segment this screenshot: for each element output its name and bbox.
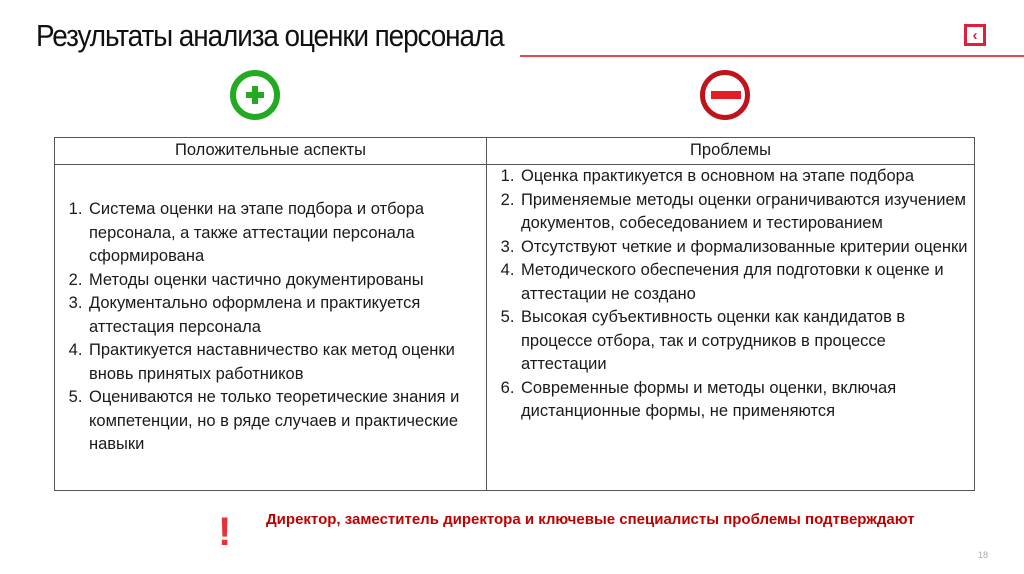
- header-positive: Положительные аспекты: [55, 138, 487, 165]
- list-item: 4. Практикуется наставничество как метод оценки вновь принятых работников: [87, 339, 482, 386]
- plus-circle-icon: [230, 70, 280, 120]
- back-arrow-icon[interactable]: ‹: [964, 24, 986, 46]
- positive-cell: [55, 165, 487, 491]
- list-item: 2. Применяемые методы оценки ограничиваются изучением документов, собеседованием и тестированием: [519, 189, 970, 236]
- exclamation-icon: !: [218, 510, 232, 554]
- list-item: 6. Современные формы и методы оценки, включая дистанционные формы, не применяются: [519, 377, 970, 424]
- list-item: 3. Отсутствуют четкие и формализованные критерии оценки: [519, 236, 970, 260]
- note-text: Директор, заместитель директора и ключевые специалисты проблемы подтверждают: [266, 511, 915, 528]
- list-item: 5. Оцениваются не только теоретические знания и компетенции, но в ряде случаев и практические навыки: [87, 386, 482, 457]
- header-problems: Проблемы: [487, 138, 975, 165]
- title-divider: [520, 55, 1024, 57]
- list-item: 2. Методы оценки частично документированы: [87, 269, 482, 293]
- list-item: 4. Методического обеспечения для подготовки к оценке и аттестации не создано: [519, 259, 970, 306]
- analysis-table: [54, 137, 975, 491]
- problems-cell: [487, 165, 975, 491]
- list-item: 1. Система оценки на этапе подбора и отбора персонала, а также аттестации персонала сформирована: [87, 198, 482, 269]
- list-item: 1. Оценка практикуется в основном на этапе подбора: [519, 165, 970, 189]
- page-title: Результаты анализа оценки персонала: [36, 18, 504, 53]
- list-item: 3. Документально оформлена и практикуется аттестация персонала: [87, 292, 482, 339]
- list-item: 5. Высокая субъективность оценки как кандидатов в процессе отбора, так и сотрудников в процессе аттестации: [519, 306, 970, 377]
- page-number: 18: [978, 550, 989, 560]
- minus-circle-icon: [700, 70, 750, 120]
